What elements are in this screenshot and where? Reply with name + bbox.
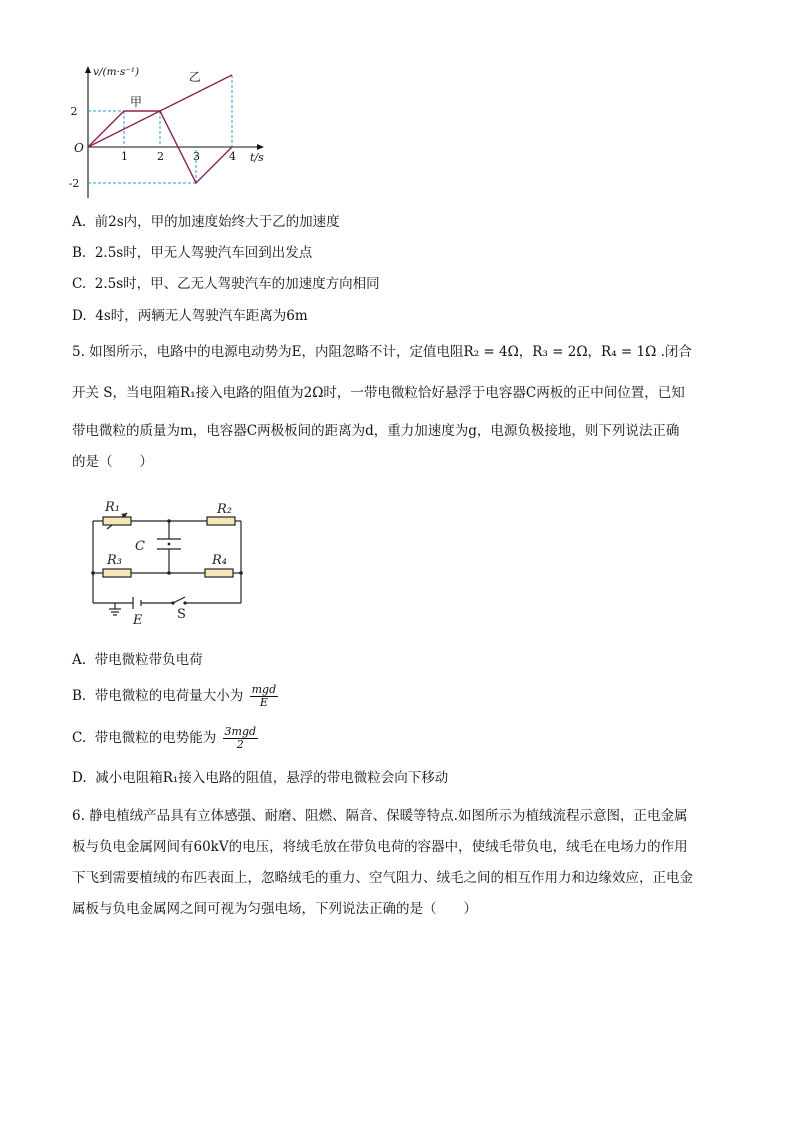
option-label: A. xyxy=(72,652,87,668)
q4-option-a xyxy=(72,212,340,232)
q5-option-a xyxy=(72,650,203,670)
x-tick-label: 1 xyxy=(121,150,128,163)
fraction-numerator: mgd xyxy=(251,683,277,696)
option-label: C. xyxy=(72,730,87,746)
origin-label: O xyxy=(74,141,84,155)
label-c: C xyxy=(135,539,145,554)
option-label: D. xyxy=(72,308,87,324)
option-label: C. xyxy=(72,276,87,292)
chart-labels xyxy=(69,66,264,190)
q6-stem-line-1: 6. 静电植绒产品具有立体感强、耐磨、阻燃、隔音、保暖等特点.如图所示为植绒流程示意图，正电金属 xyxy=(72,808,688,824)
label-e: E xyxy=(133,613,143,628)
resistor-r2 xyxy=(207,517,235,525)
fraction-denominator: E xyxy=(259,696,268,709)
option-text: 前2s内，甲的加速度始终大于乙的加速度 xyxy=(94,214,340,230)
q5-option-d xyxy=(72,768,448,788)
fraction xyxy=(223,726,259,751)
label-r2: R₂ xyxy=(217,502,232,517)
option-text: 减小电阻箱R₁接入电路的阻值，悬浮的带电微粒会向下移动 xyxy=(95,770,449,786)
q6-stem-line-3: 下飞到需要植绒的布匹表面上，忽略绒毛的重力、空气阻力、绒毛之间的相互作用力和边缘效应，正电金 xyxy=(72,870,693,886)
y-axis-arrow xyxy=(85,66,91,73)
x-tick-label: 2 xyxy=(157,150,164,163)
q5-stem-line-3: 带电微粒的质量为m，电容器C两极板间的距离为d，重力加速度为g，电源负极接地，则下列说法正确 xyxy=(72,423,680,439)
option-text: 4s时，两辆无人驾驶汽车距离为6m xyxy=(95,308,308,324)
q5-option-b xyxy=(72,684,280,709)
label-r4: R₄ xyxy=(212,553,227,568)
y-axis-label: v/(m·s⁻¹) xyxy=(93,66,140,78)
x-axis-arrow xyxy=(257,144,264,150)
option-label: D. xyxy=(72,770,87,786)
option-label: A. xyxy=(72,214,87,230)
chart-guide-lines xyxy=(88,75,232,183)
q5-stem-line-2: 开关 S，当电阻箱R₁接入电路的阻值为2Ω时，一带电微粒恰好悬浮于电容器C两板的正中间位置，已知 xyxy=(72,385,685,401)
q4-option-b xyxy=(72,243,312,263)
option-text: 带电微粒的电势能为 xyxy=(94,730,217,746)
fraction-numerator: 3mgd xyxy=(224,725,257,738)
y-tick-label: 2 xyxy=(70,105,78,118)
option-label: B. xyxy=(72,245,87,261)
resistor-r3 xyxy=(103,569,131,577)
label-s: S xyxy=(177,607,186,622)
q5-stem-line-4: 的是（ ） xyxy=(72,454,153,470)
series-label-jia: 甲 xyxy=(130,95,143,109)
q6-stem-line-4: 属板与负电金属网之间可视为匀强电场，下列说法正确的是（ ） xyxy=(72,901,477,917)
option-label: B. xyxy=(72,688,87,704)
q4-option-d xyxy=(72,306,308,326)
x-axis-label: t/s xyxy=(250,151,264,164)
option-text: 带电微粒的电荷量大小为 xyxy=(94,688,244,704)
velocity-time-chart xyxy=(60,60,280,210)
x-tick-label: 3 xyxy=(193,150,200,163)
x-tick-label: 4 xyxy=(229,150,236,163)
label-r1: R₁ xyxy=(105,500,120,515)
label-r3: R₃ xyxy=(107,553,122,568)
option-text: 带电微粒带负电荷 xyxy=(94,652,203,668)
resistor-r1 xyxy=(103,517,131,525)
y-tick-label: -2 xyxy=(68,177,80,190)
q6-stem-line-2: 板与负电金属网间有60kV的电压，将绒毛放在带负电荷的容器中，使绒毛带负电，绒毛在电场力的作用 xyxy=(72,839,688,855)
circuit-diagram xyxy=(85,493,255,628)
charged-particle xyxy=(168,543,171,546)
option-text: 2.5s时，甲无人驾驶汽车回到出发点 xyxy=(94,245,313,261)
q5-option-c xyxy=(72,726,260,751)
resistor-r4 xyxy=(205,569,233,577)
option-text: 2.5s时，甲、乙无人驾驶汽车的加速度方向相同 xyxy=(94,276,380,292)
q4-option-c xyxy=(72,274,380,294)
fraction-denominator: 2 xyxy=(236,738,244,751)
q5-stem-line-1: 5. 如图所示，电路中的电源电动势为E，内阻忽略不计，定值电阻R₂ = 4Ω，R₃ = 2Ω，R₄ = 1Ω .闭合 xyxy=(72,344,692,360)
fraction xyxy=(250,684,279,709)
series-label-yi: 乙 xyxy=(188,70,201,84)
chart-axes xyxy=(85,66,264,198)
